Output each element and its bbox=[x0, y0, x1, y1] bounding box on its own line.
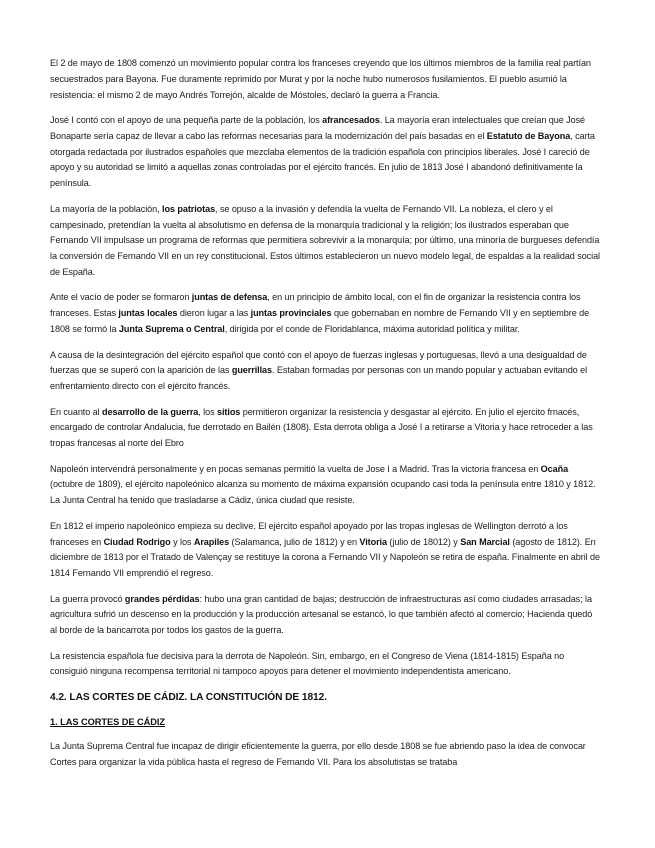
paragraph bbox=[50, 519, 601, 582]
text-run: José I contó con el apoyo de una pequeña parte de la población, los bbox=[50, 115, 323, 126]
paragraph bbox=[50, 113, 601, 192]
text-run: La Junta Suprema Central fue incapaz de dirigir eficientemente la guerra, por ello desde 1808 se fue abriendo paso la idea de convocar Cortes para organizar la vida pública hasta el regreso de Fernando VII. Para los absolutistas se trataba bbox=[50, 741, 586, 768]
text-run: . La mayoría eran intelectuales que creían que José Bonaparte sería capaz de llevar a cabo las reformas necesarias para la modernización del país basadas en el bbox=[50, 115, 586, 141]
paragraph bbox=[50, 649, 601, 681]
text-run: (julio de 18012) y bbox=[386, 536, 461, 547]
bold-term: guerrillas bbox=[231, 365, 272, 376]
paragraph bbox=[50, 405, 601, 452]
text-run: , los bbox=[198, 406, 217, 417]
text-run: , carta otorgada redactada por ilustrados españoles que mezclaba elementos de la tradición española con principios liberales. José I careció de apoyo y su autoridad se limitó a aquellas zonas controladas por el ejército francés. En julio de 1813 José I abandonó definitivamente la península. bbox=[50, 130, 595, 189]
document-body bbox=[50, 56, 601, 771]
paragraph bbox=[50, 56, 601, 103]
bold-term: afrancesados bbox=[322, 115, 380, 126]
text-run: A causa de la desintegración del ejército español que contó con el apoyo de fuerzas inglesas y portuguesas, llevó a una desigualdad de fuerzas que se superó con la aparición de las bbox=[50, 349, 587, 376]
text-run: (agosto de 1812). En diciembre de 1813 por el Tratado de Valençay se restituye la corona a Fernando VII y Napoleón se retira de españa. Finalmente en abril de 1814 Fernando VII emprendió el regreso. bbox=[50, 536, 600, 579]
bold-term: sitios bbox=[217, 406, 241, 417]
bold-term: los patriotas bbox=[162, 203, 216, 214]
paragraph bbox=[50, 739, 601, 771]
paragraph bbox=[50, 290, 601, 337]
paragraphs-section bbox=[50, 56, 601, 680]
text-run: En cuanto al bbox=[50, 406, 103, 417]
bold-term: grandes pérdidas bbox=[124, 593, 200, 604]
text-run: El 2 de mayo de 1808 comenzó un movimiento popular contra los franceses creyendo que los últimos miembros de la familia real partían secuestrados para Bayona. Fue duramente reprimido por Murat y por la noche hubo numerosos fusilamientos. El pueblo asumió la resistencia: el mismo 2 de mayo Andrés Torrejón, alcalde de Móstoles, declaró la guerra a Francia. bbox=[50, 58, 591, 100]
bold-term: San Marcial bbox=[460, 536, 510, 547]
bold-term: juntas provinciales bbox=[250, 308, 332, 319]
subsection-heading: 1. LAS CORTES DE CÁDIZ bbox=[50, 717, 165, 728]
paragraph bbox=[50, 592, 601, 639]
text-run: dieron lugar a las bbox=[177, 308, 251, 319]
bold-term: juntas de defensa bbox=[191, 292, 268, 303]
bold-term: Ciudad Rodrigo bbox=[103, 536, 171, 547]
text-run: permitieron organizar la resistencia y desgastar al ejército. En julio el ejercito frnacés, encargado de controlar Andalucia, fue derrotado en Bailén (1808). Esta derrota obliga a José I a retirarse a Vitoria y hace retroceder a las tropas francesas al norte del Ebro bbox=[50, 406, 593, 449]
bold-term: Junta Suprema o Central bbox=[118, 324, 225, 335]
text-run: y los bbox=[170, 536, 194, 547]
bold-term: Vitoria bbox=[359, 536, 387, 547]
text-run: Ante el vacío de poder se formaron bbox=[50, 292, 192, 303]
bold-term: Arapiles bbox=[193, 536, 230, 547]
text-run: : hubo una gran cantidad de bajas; destrucción de infraestructuras así como ciudades arrasadas; la agricultura sufrió un descenso en la producción y la producción artesanal se estancó, lo que también afectó al comercio; Hacienda quedó al borde de la bancarrota por todos los gastos de la guerra. bbox=[50, 593, 593, 636]
bold-term: Estatuto de Bayona bbox=[486, 130, 571, 141]
paragraph bbox=[50, 462, 601, 509]
bold-term: desarrollo de la guerra bbox=[102, 406, 199, 417]
paragraph bbox=[50, 348, 601, 395]
section-heading: 4.2. LAS CORTES DE CÁDIZ. LA CONSTITUCIÓN DE 1812. bbox=[50, 692, 327, 704]
text-run: que gobernaban en nombre de Fernando VII y en septiembre de 1808 se formó la bbox=[50, 308, 590, 335]
bold-term: Ocaña bbox=[540, 463, 569, 474]
text-run: En 1812 el imperio napoleónico empieza su declive. El ejército español apoyado por las tropas inglesas de Wellington derrotó a los franceses en bbox=[50, 520, 568, 547]
text-run: (Salamanca, julio de 1812) y en bbox=[229, 536, 360, 547]
text-run: . Estaban formadas por personas con un mando popular y actuaban evitando el enfrentamiento directo con el ejército francés. bbox=[50, 365, 588, 392]
text-run: La mayoría de la población, bbox=[50, 203, 163, 214]
paragraph bbox=[50, 202, 601, 281]
text-run: Napoleón intervendrá personalmente y en pocas semanas permitió la vuelta de Jose I a Madrid. Tras la victoria francesa en bbox=[50, 463, 541, 474]
text-run: , en un principio de ámbito local, con el fin de organizar la resistencia contra los franceses. Estas bbox=[50, 292, 581, 319]
text-run: La resistencia española fue decisiva para la derrota de Napoleón. Sin, embargo, en el Congreso de Viena (1814-1815) España no consiguió ninguna recompensa territorial ni tampoco apoyos para detener el movimiento independentista americano. bbox=[50, 650, 565, 677]
text-run: (octubre de 1809), el ejército napoleónico alcanza su momento de máxima expansión ocupando casi toda la península entre 1810 y 1812. La Junta Central ha tenido que trasladarse a Cádiz, única ciudad que resiste. bbox=[50, 479, 596, 506]
text-run: , se opuso a la invasión y defendía la vuelta de Fernando VII. La nobleza, el clero y el campesinado, pretendían la vuelta al absolutismo en defensa de la monarquía tradicional y la religión; los ilustrados esperaban que Fernando VII impulsase un programa de reformas que permitiera sobrevivir a la monarquía; por último, una minoría de burgueses defendía la conversión de Fernando VII en un rey constitucional. Estos últimos establecieron un nuevo modelo legal, de espaldas a la realidad social de España. bbox=[50, 203, 600, 277]
text-run: , dirigida por el conde de Floridablanca, máxima autoridad política y militar. bbox=[224, 324, 520, 335]
text-run: La guerra provocó bbox=[50, 593, 125, 604]
bold-term: juntas locales bbox=[118, 308, 178, 319]
